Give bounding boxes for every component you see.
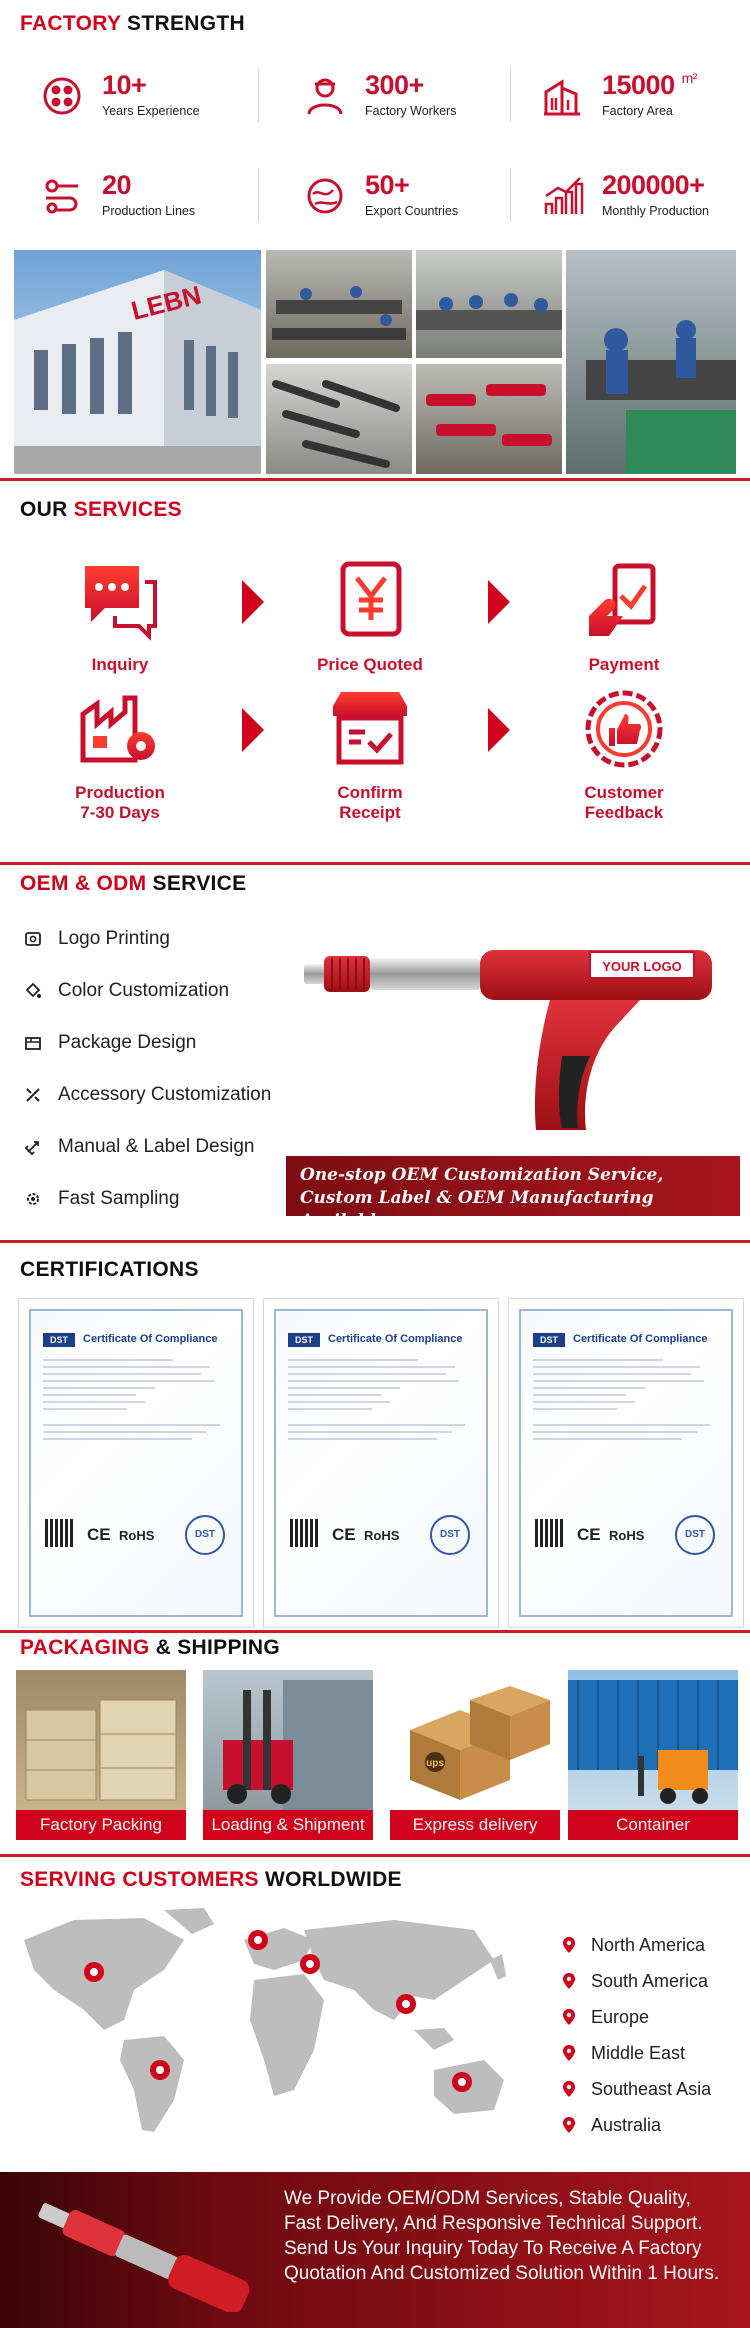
oem-item-logo-printing: Logo Printing: [24, 926, 170, 952]
export-icon: [303, 174, 347, 218]
certificate-body: [533, 1359, 719, 1445]
oem-odm-title: OEM & ODM SERVICE: [20, 872, 247, 895]
certificate-seal: DST: [185, 1515, 225, 1555]
oem-banner: One-stop OEM Customization Service, Custom Label & OEM Manufacturing Available: [286, 1156, 740, 1216]
stat-value: 200000+: [602, 170, 705, 200]
certificate-card: [508, 1298, 744, 1628]
parts-photo: [266, 364, 412, 474]
pack-caption: Container: [568, 1810, 738, 1840]
qr-code-icon: [45, 1519, 73, 1547]
certificate-seal: DST: [430, 1515, 470, 1555]
stat-value: 20: [102, 170, 132, 200]
stat-label: Factory Area: [602, 104, 673, 118]
footer-tool-image: [10, 2202, 270, 2312]
manual-icon: [24, 1138, 42, 1156]
region-europe: Europe: [563, 2006, 649, 2028]
certificate-title: Certificate Of Compliance: [83, 1333, 218, 1345]
map-pin-north-america-icon: [84, 1962, 104, 1982]
pack-caption: Loading & Shipment: [203, 1810, 373, 1840]
location-pin-icon: [563, 2045, 575, 2061]
ce-mark: CE: [332, 1525, 356, 1544]
workshop-image: [266, 250, 412, 358]
powder-tool-image: [300, 916, 740, 1146]
certificate-title: Certificate Of Compliance: [328, 1333, 463, 1345]
ups-box-label: ups: [426, 1758, 444, 1769]
container-image: [568, 1670, 738, 1810]
section-divider: [0, 1630, 750, 1633]
stat-value: 15000 $^{m^2}$: [602, 70, 697, 100]
certificate-body: [43, 1359, 229, 1445]
our-services-title: OUR SERVICES: [20, 498, 182, 521]
stat-production-lines: [20, 164, 250, 228]
color-bucket-icon: [24, 982, 42, 1000]
service-step-label: Production 7-30 Days: [75, 783, 165, 822]
workers-icon: [303, 74, 347, 118]
location-pin-icon: [563, 2081, 575, 2097]
process-arrow-icon: [488, 580, 510, 624]
stat-monthly-production: [520, 164, 750, 228]
service-step-customer-feedback: [554, 684, 694, 823]
region-south-america: South America: [563, 1970, 708, 1992]
service-step-label: Customer Feedback: [584, 783, 664, 822]
certifications-title: CERTIFICATIONS: [20, 1258, 199, 1281]
assembly-line-photo: [566, 250, 736, 474]
factory-building-image: [14, 250, 261, 474]
parts-image: [266, 364, 412, 474]
stat-divider: [510, 68, 511, 122]
region-north-america: North America: [563, 1934, 705, 1956]
payment-card-icon: [579, 556, 669, 646]
workshop-image: [566, 250, 736, 474]
logo-printing-icon: [24, 930, 42, 948]
stat-value: 10+: [102, 70, 147, 100]
rohs-mark: RoHS: [364, 1528, 400, 1543]
factory-packing-image: [16, 1670, 186, 1810]
worldwide-title: SERVING CUSTOMERS WORLDWIDE: [20, 1868, 402, 1891]
ce-mark: CE: [577, 1525, 601, 1544]
stat-label: Export Countries: [365, 204, 459, 218]
factory-building-photo: [14, 250, 261, 474]
rohs-mark: RoHS: [609, 1528, 645, 1543]
section-divider: [0, 862, 750, 865]
stat-divider: [258, 168, 259, 222]
factory-packing-card: [16, 1670, 186, 1840]
map-pin-australia-icon: [452, 2072, 472, 2092]
qr-code-icon: [290, 1519, 318, 1547]
your-logo-badge: YOUR LOGO: [602, 959, 682, 974]
stat-factory-workers: [283, 64, 513, 128]
yen-document-icon: [325, 556, 415, 646]
service-step-label: Inquiry: [91, 655, 149, 674]
stat-label: Years Experience: [102, 104, 200, 118]
process-arrow-icon: [488, 708, 510, 752]
oem-item-fast-sampling: Fast Sampling: [24, 1186, 179, 1212]
rohs-mark: RoHS: [119, 1528, 155, 1543]
stat-divider: [510, 168, 511, 222]
stat-factory-area: [520, 64, 750, 128]
section-divider: [0, 1854, 750, 1857]
stat-export-countries: [283, 164, 513, 228]
express-delivery-image: [390, 1670, 560, 1810]
packaging-shipping-title: PACKAGING & SHIPPING: [20, 1636, 280, 1659]
certificate-card: [18, 1298, 254, 1628]
map-pin-southeast-asia-icon: [396, 1994, 416, 2014]
qr-code-icon: [535, 1519, 563, 1547]
dst-badge: DST: [43, 1333, 75, 1347]
production-line-icon: [40, 174, 84, 218]
oem-item-package-design: Package Design: [24, 1030, 196, 1056]
ce-mark: CE: [87, 1525, 111, 1544]
workshop-photo-1: [266, 250, 412, 358]
world-map: [14, 1900, 544, 2140]
globe-icon: [40, 74, 84, 118]
footer-text: We Provide OEM/ODM Services, Stable Quality, Fast Delivery, And Responsive Technical Support. Send Us Your Inquiry Today To Receive A Factory Quotation And Customized Solution Within 1 Hours.: [284, 2188, 720, 2284]
certificate-title: Certificate Of Compliance: [573, 1333, 708, 1345]
process-arrow-icon: [242, 580, 264, 624]
certificate-seal: DST: [675, 1515, 715, 1555]
service-step-production: [50, 684, 190, 823]
parts-image: [416, 364, 562, 474]
section-divider: [0, 478, 750, 481]
map-pin-middle-east-icon: [300, 1954, 320, 1974]
workshop-photo-2: [416, 250, 562, 358]
location-pin-icon: [563, 1973, 575, 1989]
dst-badge: DST: [533, 1333, 565, 1347]
service-step-confirm-receipt: [300, 684, 440, 823]
stat-years-experience: [20, 64, 250, 128]
building-icon: [540, 74, 584, 118]
location-pin-icon: [563, 2009, 575, 2025]
service-step-inquiry: [50, 556, 190, 675]
stat-divider: [258, 68, 259, 122]
loading-shipment-card: [203, 1670, 373, 1840]
footer-banner: [0, 2172, 750, 2328]
map-pin-south-america-icon: [150, 2060, 170, 2080]
workshop-image: [416, 250, 562, 358]
certificate-card: [263, 1298, 499, 1628]
bar-chart-icon: [540, 174, 584, 218]
container-card: [568, 1670, 738, 1840]
location-pin-icon: [563, 1937, 575, 1953]
service-step-label: Payment: [588, 655, 660, 674]
region-southeast-asia: Southeast Asia: [563, 2078, 711, 2100]
pack-caption: Express delivery: [390, 1810, 560, 1840]
store-check-icon: [325, 684, 415, 774]
express-delivery-card: [390, 1670, 560, 1840]
section-divider: [0, 1240, 750, 1243]
stat-label: Factory Workers: [365, 104, 457, 118]
factory-strength-title: FACTORY STRENGTH: [20, 12, 245, 35]
pack-caption: Factory Packing: [16, 1810, 186, 1840]
service-step-label: Confirm Receipt: [337, 783, 403, 822]
gear-icon: [24, 1190, 42, 1208]
package-icon: [24, 1034, 42, 1052]
stat-value: 50+: [365, 170, 410, 200]
stat-value: 300+: [365, 70, 424, 100]
red-tools-photo: [416, 364, 562, 474]
location-pin-icon: [563, 2117, 575, 2133]
tools-icon: [24, 1086, 42, 1104]
service-step-label: Price Quoted: [317, 655, 423, 674]
factory-gear-icon: [75, 684, 165, 774]
service-step-payment: [554, 556, 694, 675]
oem-item-accessory-customization: Accessory Customization: [24, 1082, 271, 1108]
stat-label: Monthly Production: [602, 204, 710, 218]
certificate-body: [288, 1359, 474, 1445]
region-middle-east: Middle East: [563, 2042, 685, 2064]
map-pin-europe-icon: [248, 1930, 268, 1950]
chat-bubble-icon: [75, 556, 165, 646]
oem-item-color-customization: Color Customization: [24, 978, 229, 1004]
stat-label: Production Lines: [102, 204, 196, 218]
region-australia: Australia: [563, 2114, 661, 2136]
thumbs-up-badge-icon: [579, 684, 669, 774]
building-sign: LEBN: [128, 279, 205, 326]
service-step-price-quoted: [300, 556, 440, 675]
dst-badge: DST: [288, 1333, 320, 1347]
oem-item-manual-label-design: Manual & Label Design: [24, 1134, 254, 1160]
loading-shipment-image: [203, 1670, 373, 1810]
process-arrow-icon: [242, 708, 264, 752]
